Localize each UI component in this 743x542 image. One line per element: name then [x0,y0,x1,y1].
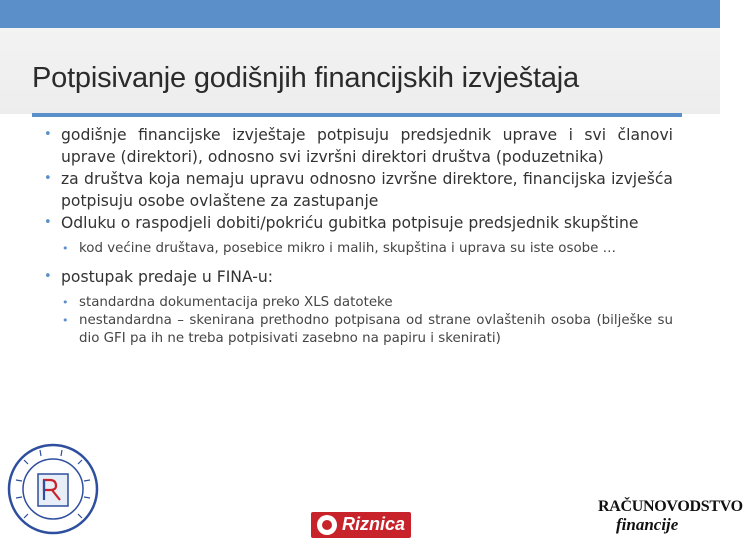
bullet-text: za društva koja nemaju upravu odnosno izvršne direktore, financijska izvješća potpisuju osobe ovlaštene za zastupanje [61,170,673,210]
bullet-icon: • [44,127,52,142]
bullet-text: postupak predaje u FINA-u: [61,268,274,286]
sub-bullet-item [62,294,673,312]
slide-content [44,124,673,348]
slide-title: Potpisivanje godišnjih financijskih izvještaja [32,62,579,94]
bullet-item [44,266,673,288]
riznica-logo [311,512,411,538]
bullet-icon: • [62,242,69,255]
bullet-icon: • [44,215,52,230]
institute-seal-logo [4,440,102,538]
racunovodstvo-financije-logo [596,498,743,538]
bullet-item [44,212,673,234]
bullet-icon: • [62,314,69,327]
bullet-icon: • [62,296,69,309]
sub-bullet-item [62,312,673,348]
top-accent-band [0,0,720,28]
bullet-item [44,124,673,168]
bullet-item [44,168,673,212]
bullet-text: Odluku o raspodjeli dobiti/pokriću gubitka potpisuje predsjednik skupštine [61,214,639,232]
riznica-emblem-icon [317,515,337,535]
bullet-text: standardna dokumentacija preko XLS datoteke [79,295,393,310]
title-underline [32,113,682,117]
logo-line-2: financije [616,515,679,534]
sub-bullet-item [62,240,673,258]
logo-line-1: RAČUNOVODSTVO [598,498,743,515]
bullet-icon: • [44,171,52,186]
bullet-icon: • [44,269,52,284]
seal-icon [4,440,102,538]
bullet-text: nestandardna – skenirana prethodno potpisana od strane ovlaštenih osoba (bilješke su dio GFI pa ih ne treba potpisivati zasebno na papiru i skenirati) [79,313,673,346]
bullet-text: godišnje financijske izvještaje potpisuju predsjednik uprave i svi članovi uprave (direktori), odnosno svi izvršni direktori društva (poduzetnika) [61,126,673,166]
riznica-wordmark: Riznica [342,514,406,534]
bullet-text: kod većine društava, posebice mikro i malih, skupština i uprava su iste osobe … [79,241,617,256]
